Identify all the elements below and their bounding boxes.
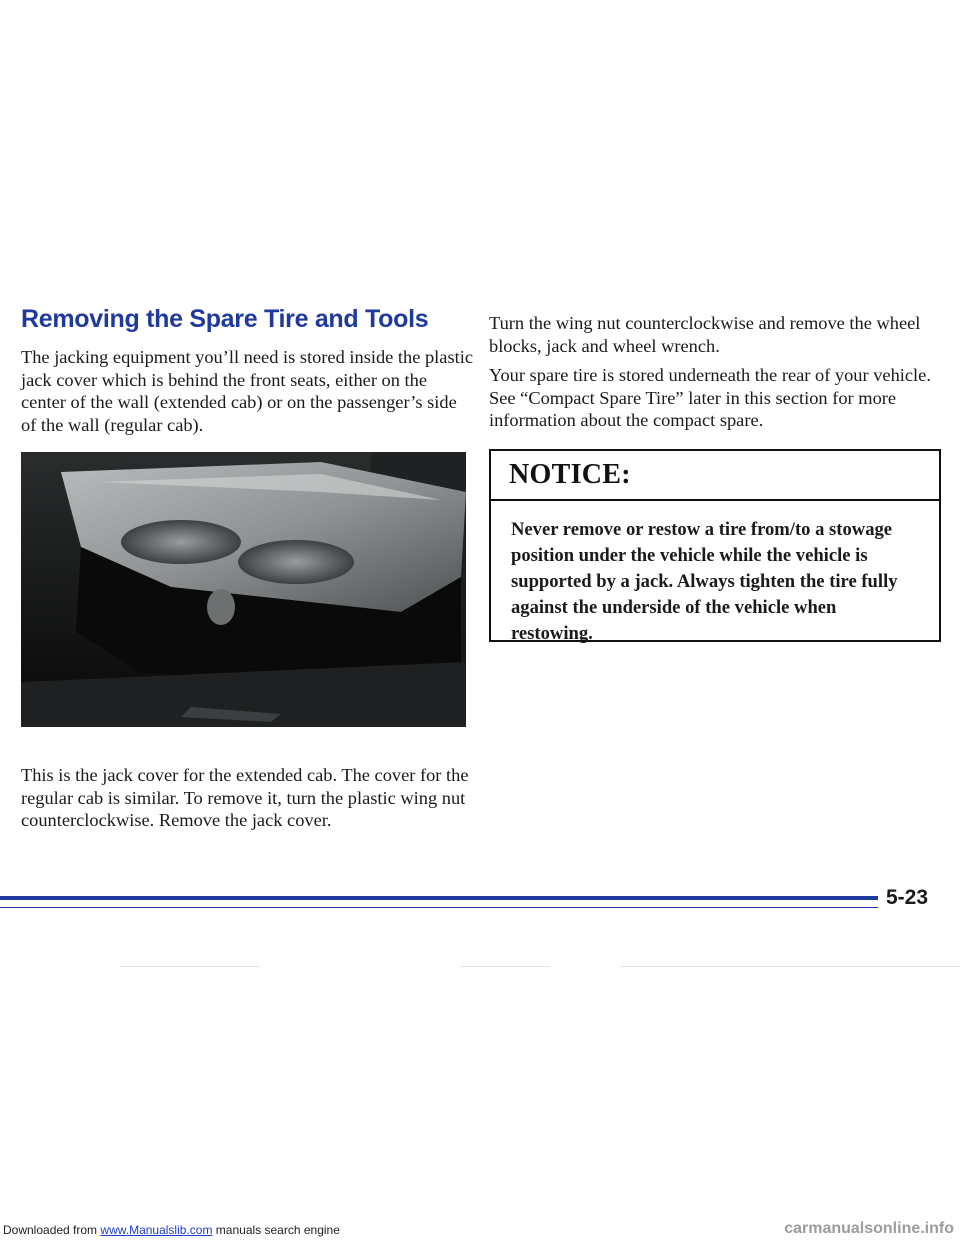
notice-title: NOTICE:	[509, 459, 631, 490]
manualslib-link[interactable]: www.Manualslib.com	[100, 1223, 213, 1237]
page-heading: Removing the Spare Tire and Tools	[21, 305, 429, 333]
spare-tire-paragraph: Your spare tire is stored underneath the rear of your vehicle. See “Compact Spare Tire” later in this section for more information about the compact spare.	[489, 365, 931, 430]
scan-artifact-line	[620, 966, 960, 967]
page-number: 5-23	[886, 886, 929, 909]
footer-rule-thick	[0, 896, 878, 900]
footer-suffix: manuals search engine	[215, 1223, 340, 1237]
notice-text: Never remove or restow a tire from/to a stowage position under the vehicle while the vehicle is supported by a jack. Always tighten the tire fully against the underside of the vehicle when restowing.	[511, 519, 898, 644]
watermark: carmanualsonline.info	[784, 1220, 954, 1237]
intro-paragraph: The jacking equipment you’ll need is stored inside the plastic jack cover which is behind the front seats, either on the center of the wall (extended cab) or on the passenger’s side of the wall (regular cab).	[21, 347, 473, 435]
download-footer	[3, 1223, 340, 1237]
scan-artifact-line	[460, 966, 550, 967]
caption-paragraph: This is the jack cover for the extended cab. The cover for the regular cab is similar. To remove it, turn the plastic wing nut counterclockwise. Remove the jack cover.	[21, 765, 469, 830]
jack-cover-photo	[21, 452, 466, 727]
jack-cover-illustration	[21, 452, 466, 727]
wing-nut-paragraph: Turn the wing nut counterclockwise and remove the wheel blocks, jack and wheel wrench.	[489, 313, 921, 356]
footer-rule-thin	[0, 907, 878, 908]
notice-box	[489, 449, 941, 642]
footer-prefix: Downloaded from	[3, 1223, 98, 1237]
scan-artifact-line	[120, 966, 260, 967]
notice-header	[491, 451, 939, 501]
